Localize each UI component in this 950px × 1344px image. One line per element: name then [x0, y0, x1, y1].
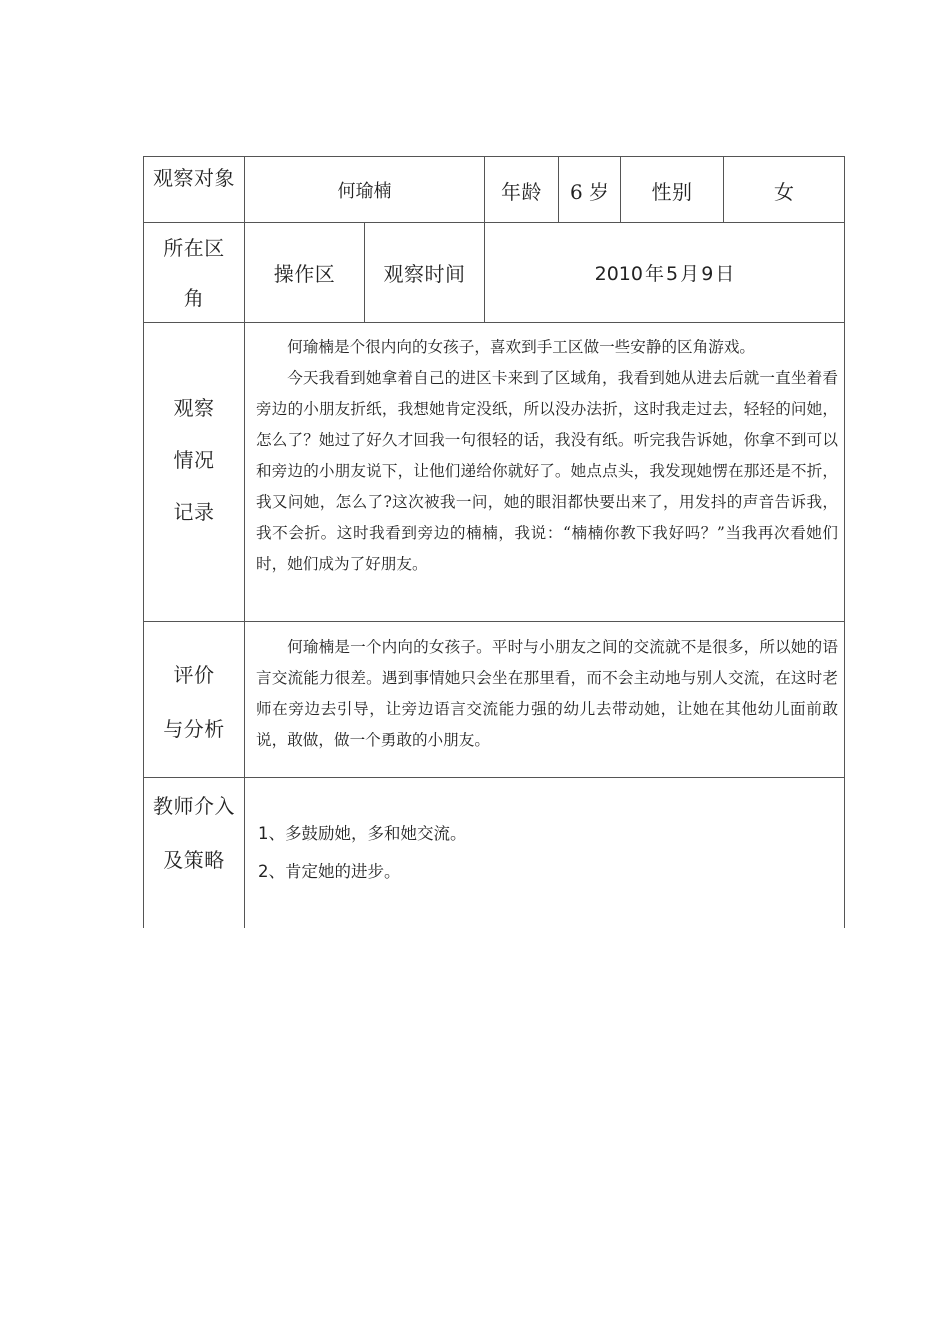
observation-label-line3: 记录	[173, 500, 215, 524]
table-row-divider	[143, 322, 845, 323]
observation-record-form	[143, 156, 845, 928]
table-row-divider	[143, 777, 845, 778]
teacher-strategy-list	[258, 815, 828, 891]
observation-record-text	[256, 332, 838, 580]
evaluation-paragraph: 何瑜楠是一个内向的女孩子。平时与小朋友之间的交流就不是很多，所以她的语言交流能力很差。遇到事情她只会坐在那里看，而不会主动地与别人交流，在这时老师在旁边去引导，让旁边语言交流能力强的幼儿去带动她，让她在其他幼儿面前敢说，敢做，做一个勇敢的小朋友。	[256, 638, 838, 749]
area-label-line2: 角	[183, 285, 205, 310]
strategy-item: 1、多鼓励她，多和她交流。	[258, 824, 467, 843]
area-label	[144, 223, 244, 322]
observation-time-label: 观察时间	[383, 262, 466, 286]
evaluation-label	[144, 648, 244, 756]
observation-paragraph: 今天我看到她拿着自己的进区卡来到了区域角，我看到她从进去后就一直坐着看旁边的小朋友折纸，我想她肯定没纸，所以没办法折，这时我走过去，轻轻的问她，怎么了？她过了好久才回我一句很轻的话，我没有纸。听完我告诉她，你拿不到可以和旁边的小朋友说下，让他们递给你就好了。她点点头，我发现她愣在那还是不折，我又问她，怎么了?这次被我一问，她的眼泪都快要出来了，用发抖的声音告诉我，我不会折。这时我看到旁边的楠楠，我说：“楠楠你教下我好吗？”当我再次看她们时，她们成为了好朋友。	[256, 369, 838, 573]
strategy-item: 2、肯定她的进步。	[258, 862, 401, 881]
observation-time-value: 2010 年 5 月 9 日	[594, 263, 735, 285]
age-label: 年龄	[501, 179, 542, 204]
gender-value: 女	[774, 179, 794, 204]
table-border-top	[143, 156, 845, 157]
table-row-divider	[143, 621, 845, 622]
area-value: 操作区	[273, 262, 336, 286]
gender-label: 性别	[651, 179, 693, 204]
teacher-strategy-label	[144, 778, 244, 888]
observation-paragraph: 何瑜楠是个很内向的女孩子，喜欢到手工区做一些安静的区角游戏。	[287, 338, 756, 356]
age-value: 6 岁	[569, 179, 610, 204]
subject-value: 何瑜楠	[337, 181, 392, 202]
evaluation-label-line2: 与分析	[163, 717, 225, 741]
observation-record-label	[144, 380, 244, 540]
evaluation-text	[256, 632, 838, 756]
subject-label: 观察对象	[153, 165, 235, 190]
strategy-label-line2: 及策略	[163, 848, 225, 872]
evaluation-label-line1: 评价	[173, 663, 215, 687]
observation-label-line2: 情况	[173, 448, 215, 472]
area-label-line1: 所在区	[163, 235, 225, 260]
observation-label-line1: 观察	[173, 396, 215, 420]
table-border-right	[844, 156, 845, 928]
strategy-label-line1: 教师介入	[153, 794, 235, 818]
